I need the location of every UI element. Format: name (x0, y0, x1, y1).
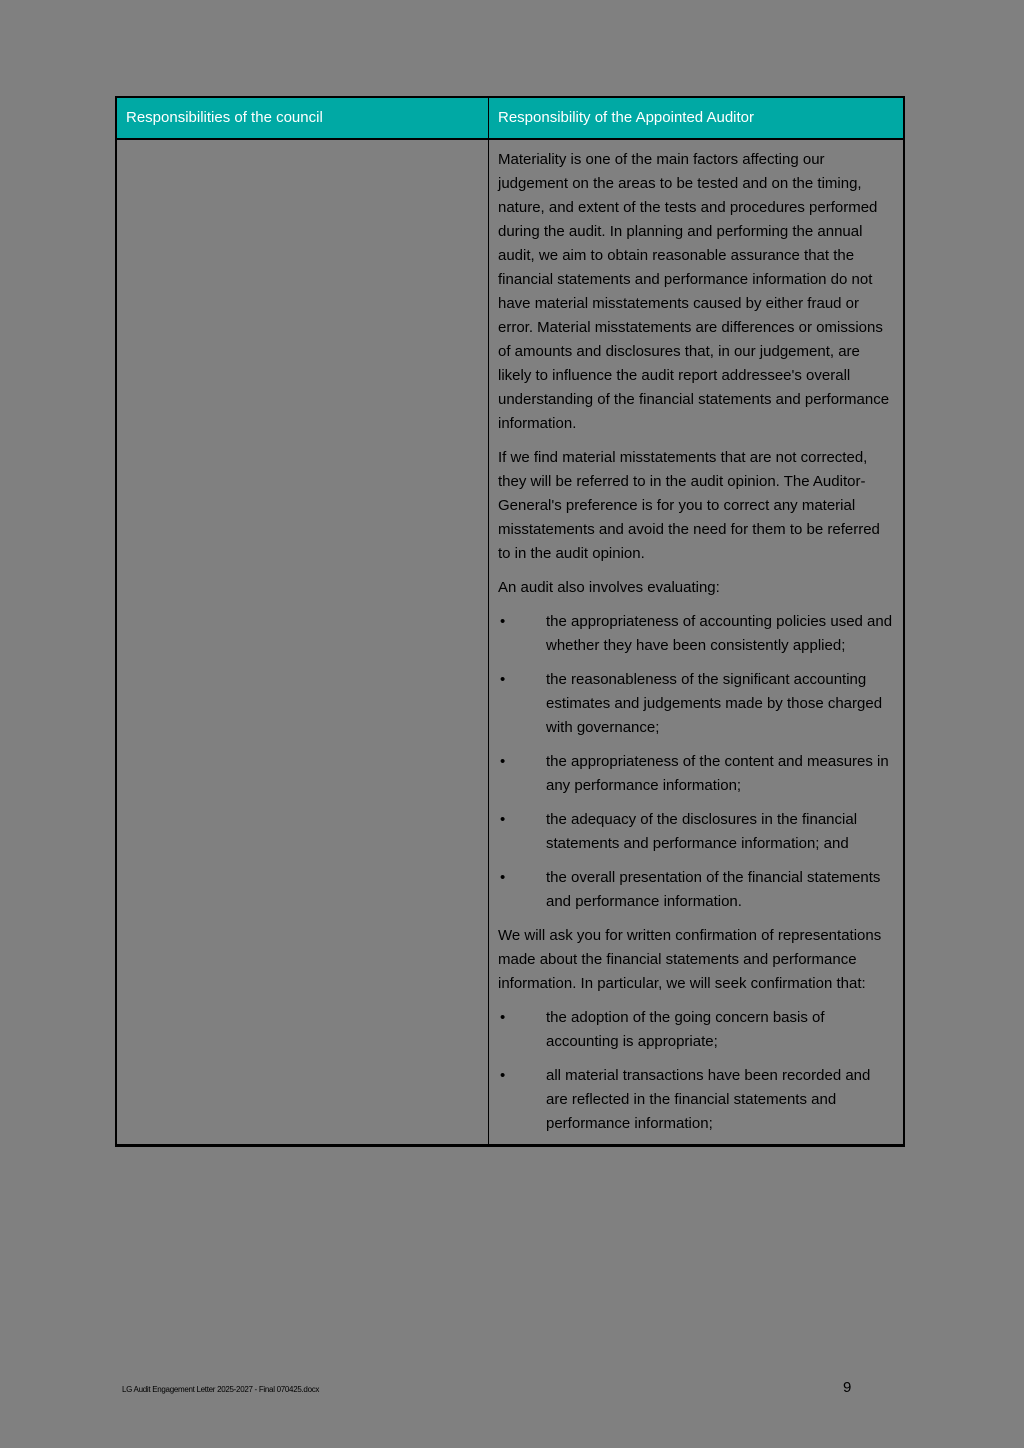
bullet-icon: • (500, 811, 506, 828)
list-item: • all material transactions have been recorded and are reflected in the financial statements and performance information; (498, 1064, 895, 1136)
list-item: • the appropriateness of accounting policies used and whether they have been consistently applied; (498, 610, 895, 658)
confirmation-list (498, 1006, 895, 1136)
bullet-icon: • (500, 613, 506, 630)
list-item: • the adoption of the going concern basis of accounting is appropriate; (498, 1006, 895, 1054)
evaluating-intro: An audit also involves evaluating: (498, 579, 720, 596)
list-item: • the reasonableness of the significant accounting estimates and judgements made by those charged with governance; (498, 668, 895, 740)
council-cell (117, 140, 489, 1144)
representations-paragraph: We will ask you for written confirmation of representations made about the financial statements and performance information. In particular, we will seek confirmation that: (498, 927, 882, 992)
header-council: Responsibilities of the council (117, 98, 489, 138)
footer-filename: LG Audit Engagement Letter 2025-2027 - Final 070425.docx (122, 1385, 320, 1394)
bullet-icon: • (500, 869, 506, 886)
table-row (117, 140, 903, 1144)
materiality-paragraph: Materiality is one of the main factors affecting our judgement on the areas to be tested and on the timing, nature, and extent of the tests and procedures performed during the audit. In planning and performing the annual audit, we aim to obtain reasonable assurance that the financial statements and performance information do not have material misstatements caused by either fraud or error. Material misstatements are differences or omissions of amounts and disclosures that, in our judgement, are likely to influence the audit report addressee's overall understanding of the financial statements and performance information. (498, 151, 890, 432)
bullet-icon: • (500, 1067, 506, 1084)
auditor-cell (489, 140, 903, 1144)
misstatements-paragraph: If we find material misstatements that are not corrected, they will be referred to in the audit opinion. The Auditor-General's preference is for you to correct any material misstatements and avoid the need for them to be referred to in the audit opinion. (498, 449, 880, 562)
responsibilities-table (115, 96, 905, 1147)
list-item: • the appropriateness of the content and measures in any performance information; (498, 750, 895, 798)
table-header-row (117, 98, 903, 140)
bullet-icon: • (500, 753, 506, 770)
bullet-icon: • (500, 1009, 506, 1026)
header-auditor: Responsibility of the Appointed Auditor (498, 109, 755, 126)
list-item: • the overall presentation of the financial statements and performance information. (498, 866, 895, 914)
list-item: • the adequacy of the disclosures in the financial statements and performance information; and (498, 808, 895, 856)
bullet-icon: • (500, 671, 506, 688)
page-number: 9 (843, 1379, 852, 1396)
evaluating-list (498, 610, 895, 914)
